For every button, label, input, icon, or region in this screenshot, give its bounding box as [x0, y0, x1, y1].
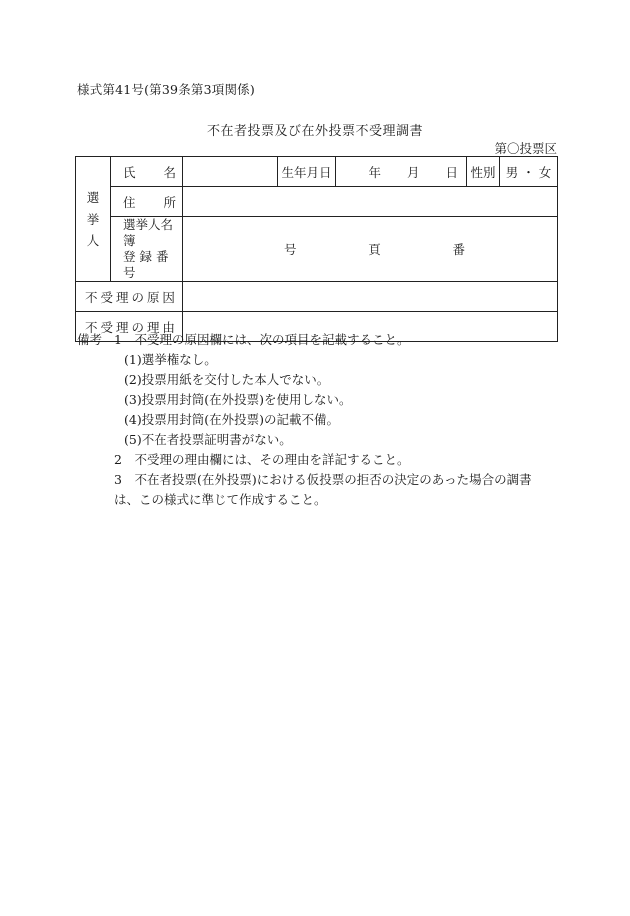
remark-1-item: (1)選挙権なし。 [124, 352, 217, 367]
remark-1-item: (4)投票用封筒(在外投票)の記載不備。 [124, 412, 339, 427]
rejection-record-table [75, 156, 558, 342]
remark-3: 3 不在者投票(在外投票)における仮投票の拒否の決定のあった場合の調書は、この様式に準じて作成すること。 [114, 472, 532, 507]
register-number-label: 選挙人名簿 登 録 番 号 [111, 217, 183, 282]
remark-1-item: (2)投票用紙を交付した本人でない。 [124, 372, 330, 387]
name-label: 氏 名 [111, 157, 183, 187]
remark-1: 1 不受理の原因欄には、次の項目を記載すること。 [114, 332, 410, 347]
register-number-field[interactable]: 号 頁 番 [183, 217, 558, 282]
rejection-cause-field[interactable] [183, 282, 558, 312]
rejection-cause-label: 不 受 理 の 原 因 [76, 282, 183, 312]
remark-1-item: (5)不在者投票証明書がない。 [124, 432, 292, 447]
dob-label: 生年月日 [278, 157, 336, 187]
remarks-heading: 備考 [77, 332, 103, 347]
polling-district: 第〇投票区 [494, 141, 557, 156]
address-label: 住 所 [111, 187, 183, 217]
voter-header: 選 挙 人 [76, 157, 111, 282]
dob-field[interactable]: 年 月 日 [336, 157, 467, 187]
remark-1-item: (3)投票用封筒(在外投票)を使用しない。 [124, 392, 352, 407]
address-field[interactable] [183, 187, 558, 217]
form-number: 様式第41号(第39条第3項関係) [77, 82, 255, 97]
remark-2: 2 不受理の理由欄には、その理由を詳記すること。 [114, 452, 410, 467]
document-title: 不在者投票及び在外投票不受理調書 [206, 124, 423, 139]
sex-label: 性別 [467, 157, 500, 187]
sex-field[interactable]: 男 ・ 女 [500, 157, 558, 187]
rejection-reason-label: 不 受 理 の 理 由 [76, 312, 183, 342]
name-field[interactable] [183, 157, 278, 187]
